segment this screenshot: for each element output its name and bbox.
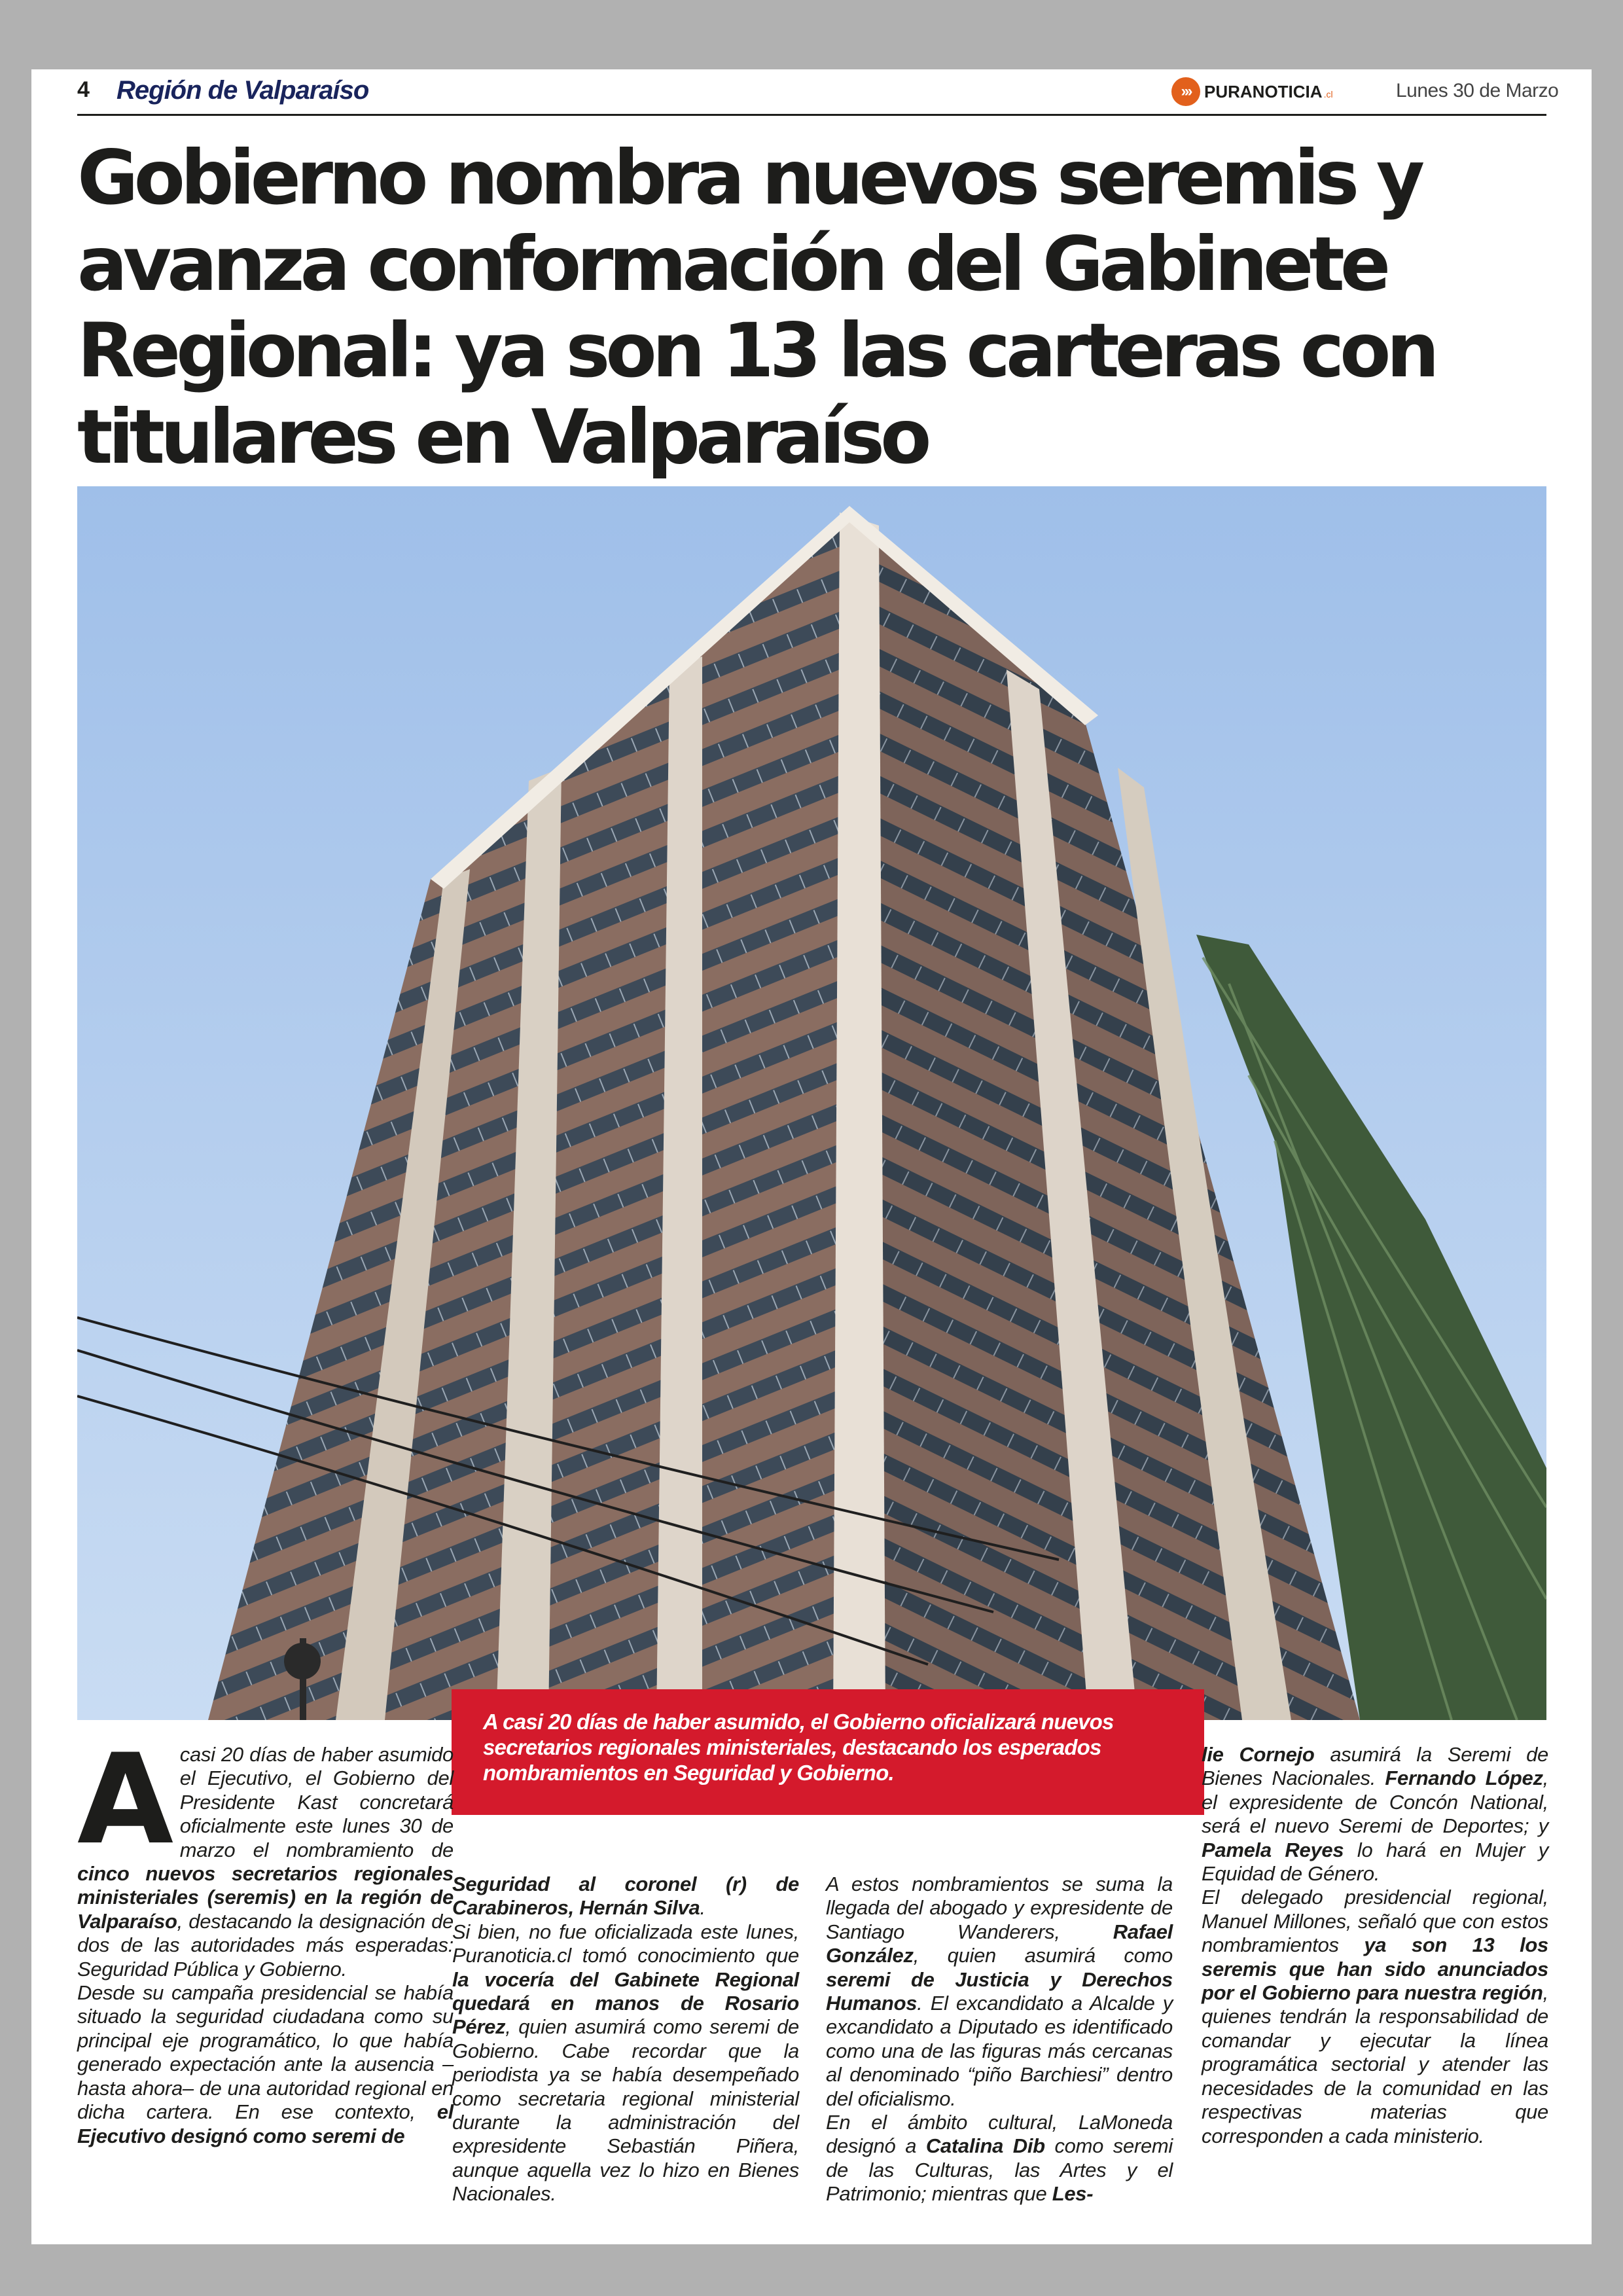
bold-run: la vocería del Gabinete Regional quedará en manos de Rosario Pérez (452, 1967, 799, 2039)
bold-run: lie Cornejo (1202, 1743, 1315, 1766)
article-column-1 (77, 1727, 454, 2148)
article-paragraph (1202, 1743, 1548, 1886)
text-run: . El excandidato a Alcalde y excandidato a Diputado es identificado como una de las figuras más cercanas al denominado “piño Barchiesi” dentro del oficialismo. (826, 1992, 1173, 2110)
puranoticia-logo (1171, 77, 1333, 106)
bold-run: ya son 13 los seremis que han sido anunciados por el Gobierno para nuestra región (1202, 1933, 1548, 2005)
bold-run: Rafael González (826, 1920, 1173, 1967)
bold-run: Pamela Reyes (1202, 1838, 1344, 1861)
bold-run: cinco nuevos secretarios regionales ministeriales (seremis) en la región de Valparaíso (77, 1862, 454, 1933)
newspaper-page (31, 69, 1592, 2244)
text-run: lo hará en Mujer y Equidad de Género. (1202, 1838, 1548, 1886)
bold-run: Les- (1052, 2182, 1094, 2206)
logo-arrows-icon: ››› (1171, 77, 1200, 106)
article-paragraph (452, 1920, 799, 2206)
text-run: , destacando la designación de dos de las autoridades más esperadas: Seguridad Pública y Gobierno. (77, 1909, 454, 1981)
article-column-2 (452, 1873, 799, 2206)
text-run: , quien asumirá como seremi de Gobierno. Cabe recordar que la periodista ya se había desempeñado como secretaria regional ministerial durante la administración del expresidente Sebastián Piñera, aunque aquella vez lo hizo en Bienes Nacionales. (452, 2015, 799, 2206)
text-run: asumirá la Seremi de Bienes Nacionales. (1202, 1743, 1548, 1790)
issue-date: Lunes 30 de Marzo (1396, 80, 1559, 101)
article-column-4 (1202, 1743, 1548, 2148)
article-column-3 (826, 1873, 1173, 2206)
logo-wordmark: PURANOTICIA (1204, 81, 1323, 101)
lead-text: A casi 20 días de haber asumido, el Gobierno oficializará nuevos secretarios regionales ministeriales, destacando los esperados nombramientos en Seguridad y Gobierno. (483, 1710, 1114, 1785)
page-number: 4 (77, 77, 90, 102)
text-run: A estos nombramientos se suma la llegada del abogado y expresidente de Santiago Wanderers, (826, 1873, 1173, 1943)
drop-cap: A (77, 1727, 173, 1872)
text-run: En el ámbito cultural, LaMoneda designó a (826, 2111, 1173, 2158)
section-title: Región de Valparaíso (116, 76, 369, 105)
logo-suffix: .cl (1323, 89, 1333, 99)
bold-run: Catalina Dib (925, 2134, 1045, 2158)
text-run: , quien asumirá como (913, 1944, 1173, 1967)
text-run: como seremi de las Culturas, las Artes y el Patrimonio; mientras que (826, 2134, 1173, 2206)
bold-run: Seguridad al coronel (r) de Carabineros, Hernán Silva (452, 1873, 799, 1920)
text-run: , el expresidente de Concón National, será el nuevo Seremi de Deportes; y (1202, 1767, 1548, 1838)
article-paragraph (77, 1981, 454, 2148)
text-run: casi 20 días de haber asumido el Ejecutivo, el Gobierno del Presidente Kast concretará oficialmente este lunes 30 de marzo el nombramiento de (179, 1743, 454, 1861)
lead-callout (452, 1689, 1204, 1815)
article-paragraph (1202, 1886, 1548, 2147)
article-paragraph (452, 1873, 799, 1920)
text-run: Si bien, no fue oficializada este lunes, Puranoticia.cl tomó conocimiento que (452, 1920, 799, 1967)
text-run: Desde su campaña presidencial se había situado la seguridad ciudadana como su principal eje programático, lo que había generado expectación ante la ausencia –hasta ahora– de una autoridad regional en dicha cartera. En ese contexto, (77, 1981, 454, 2124)
article-headline: Gobierno nombra nuevos seremis y avanza conformación del Gabinete Regional: ya son 13 las carteras con titulares en Valparaíso (77, 134, 1435, 480)
office-building-photo (77, 486, 1546, 1720)
bold-run: seremi de Justicia y Derechos Humanos (826, 1967, 1173, 2015)
article-paragraph (826, 2111, 1173, 2206)
bold-run: Fernando López (1385, 1767, 1543, 1790)
article-paragraph (826, 1873, 1173, 2111)
text-run: El delegado presidencial regional, Manuel Millones, señaló que con estos nombramientos (1202, 1886, 1548, 1957)
text-run: , quienes tendrán la responsabilidad de comandar y ejecutar la línea programática sectorial y atender las necesidades de la comunidad en las respectivas materias que corresponden a cada ministerio. (1202, 1981, 1548, 2147)
text-run: . (700, 1896, 705, 1920)
bold-run: el Ejecutivo designó como seremi de (77, 2100, 454, 2147)
header-divider (77, 114, 1546, 116)
